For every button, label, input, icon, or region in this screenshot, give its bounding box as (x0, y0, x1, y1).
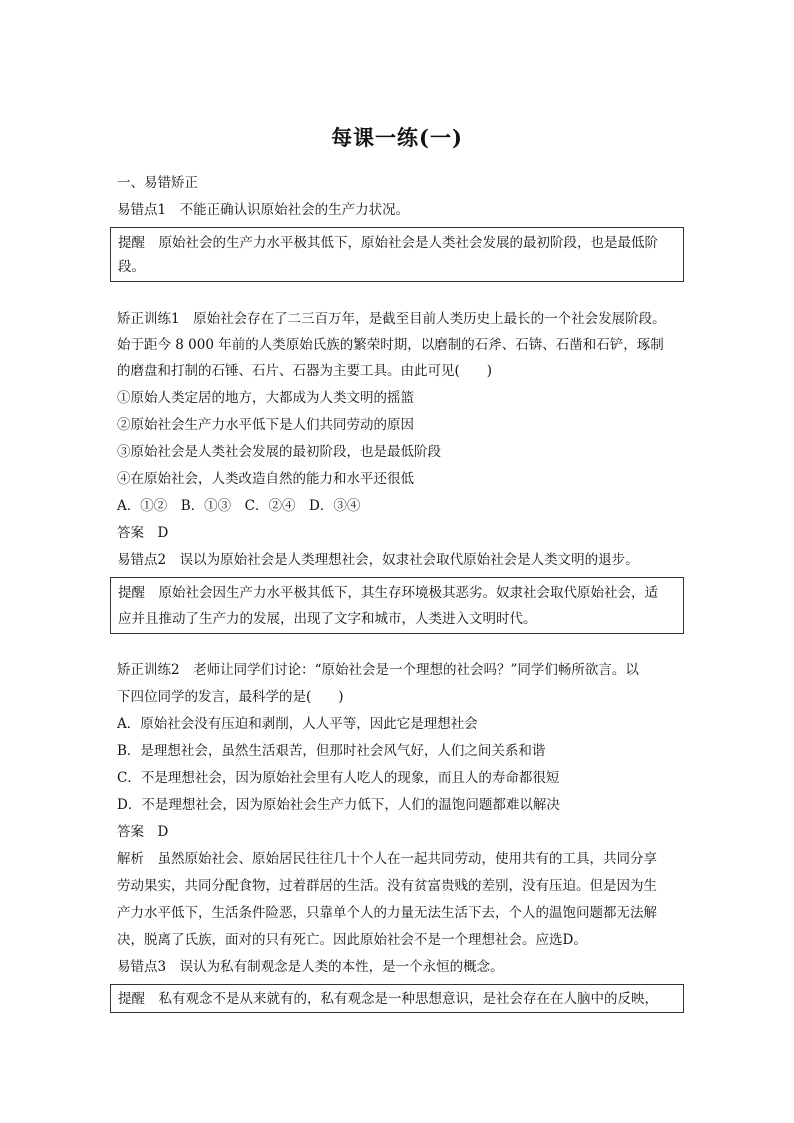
exercise-2-line: 下四位同学的发言，最科学的是( ) (117, 689, 344, 705)
tip-box-3 (110, 984, 684, 1013)
exercise-1-line: 始于距今 8 000 年前的人类原始氏族的繁荣时期，以磨制的石斧、石锛、石凿和石铲，琢制 (117, 337, 664, 353)
exercise-1-option: ③原始社会是人类社会发展的最初阶段，也是最低阶段 (117, 444, 441, 460)
tip-box-1 (110, 227, 684, 282)
page-title: 每课一练(一) (331, 125, 463, 150)
tip-box-2 (110, 577, 684, 634)
error-point-2: 易错点2 误以为原始社会是人类理想社会，奴隶社会取代原始社会是人类文明的退步。 (117, 552, 639, 568)
exercise-2-answer: 答案 D (117, 824, 169, 840)
section-heading: 一、易错矫正 (117, 175, 198, 191)
error-point-3: 易错点3 误认为私有制观念是人类的本性，是一个永恒的概念。 (117, 959, 504, 975)
exercise-1-option: ②原始社会生产力水平低下是人们共同劳动的原因 (117, 417, 414, 433)
exercise-2-analysis: 劳动果实，共同分配食物，过着群居的生活。没有贫富贵贱的差别，没有压迫。但是因为生 (117, 878, 657, 894)
tip-2-line: 应并且推动了生产力的发展，出现了文字和城市，人类进入文明时代。 (118, 611, 537, 627)
exercise-1-line: 的磨盘和打制的石锤、石片、石器为主要工具。由此可见( ) (117, 363, 493, 379)
exercise-1-line: 矫正训练1 原始社会存在了二三百万年，是截至目前人类历史上最长的一个社会发展阶段。 (117, 311, 666, 327)
exercise-1-answer: 答案 D (117, 525, 169, 541)
tip-1-line: 提醒 原始社会的生产力水平极其低下，原始社会是人类社会发展的最初阶段，也是最低阶 (118, 235, 658, 251)
tip-3-line: 提醒 私有观念不是从来就有的，私有观念是一种思想意识，是社会存在在人脑中的反映， (118, 991, 658, 1007)
exercise-1-choices: A．①② B．①③ C．②④ D．③④ (117, 498, 361, 514)
tip-1-line: 段。 (118, 259, 145, 275)
exercise-2-option: C．不是理想社会，因为原始社会里有人吃人的现象，而且人的寿命都很短 (117, 770, 560, 786)
exercise-2-analysis: 产力水平低下，生活条件险恶，只靠单个人的力量无法生活下去，个人的温饱问题都无法解 (117, 905, 657, 921)
exercise-2-option: D．不是理想社会，因为原始社会生产力低下，人们的温饱问题都难以解决 (117, 797, 560, 813)
exercise-1-option: ④在原始社会，人类改造自然的能力和水平还很低 (117, 471, 414, 487)
exercise-2-analysis: 解析 虽然原始社会、原始居民往往几十个人在一起共同劳动，使用共有的工具，共同分享 (117, 851, 657, 867)
exercise-2-option: A．原始社会没有压迫和剥削，人人平等，因此它是理想社会 (117, 716, 478, 732)
exercise-1-option: ①原始人类定居的地方，大都成为人类文明的摇篮 (117, 390, 414, 406)
exercise-2-analysis: 决，脱离了氏族，面对的只有死亡。因此原始社会不是一个理想社会。应选D。 (117, 932, 587, 948)
exercise-2-line: 矫正训练2 老师让同学们讨论：“原始社会是一个理想的社会吗？”同学们畅所欲言。以 (117, 662, 639, 678)
error-point-1: 易错点1 不能正确认识原始社会的生产力状况。 (117, 202, 410, 218)
exercise-2-option: B．是理想社会，虽然生活艰苦，但那时社会风气好，人们之间关系和谐 (117, 743, 546, 759)
tip-2-line: 提醒 原始社会因生产力水平极其低下，其生存环境极其恶劣。奴隶社会取代原始社会，适 (118, 585, 658, 601)
